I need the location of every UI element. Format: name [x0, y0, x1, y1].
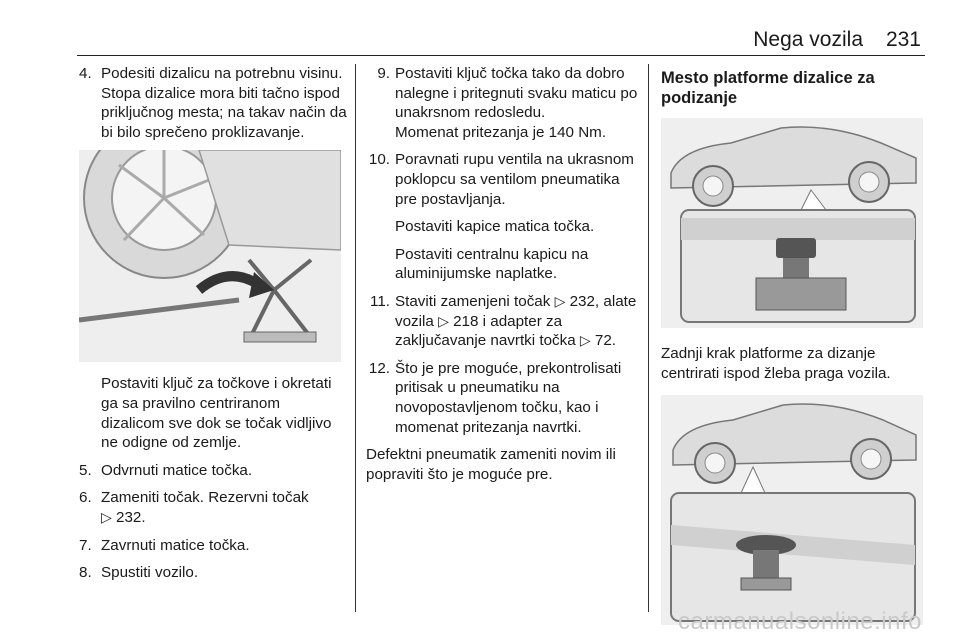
step-number: 5.	[79, 461, 92, 479]
step-8	[79, 563, 347, 583]
step-6	[79, 488, 347, 527]
step-text: Što je pre moguće, prekontrolisati pritisak u pneumatiku na novopostavljenom točku, kao i momenat pritezanja navrtki.	[395, 359, 622, 436]
step-number: 11.	[370, 292, 390, 310]
lift-platform-illustration	[661, 118, 923, 328]
page-reference[interactable]: 232.	[116, 508, 146, 526]
header-rule	[77, 55, 925, 56]
step-number: 7.	[79, 536, 92, 554]
header-title: Nega vozila	[753, 28, 863, 51]
triangle-right-icon: ▷	[554, 292, 566, 309]
step-number: 4.	[79, 65, 92, 82]
column-divider	[648, 64, 649, 612]
step-text: Odvrnuti matice točka.	[101, 461, 253, 479]
step-4	[79, 64, 347, 142]
instruction-text: Postaviti ključ za točkove i okretati ga sa pravilno centriranom dizalicom sve dok se točak vidljivo ne odigne od zemlje.	[101, 375, 332, 452]
step-11-pre: Staviti zamenjeni točak	[395, 292, 551, 310]
step-number: 12.	[368, 359, 390, 377]
jack-illustration	[79, 150, 341, 362]
step-number: 6.	[79, 489, 92, 507]
sub-instruction: Postaviti centralnu kapicu na aluminijumske naplatke.	[395, 245, 589, 283]
section-title: Mesto platforme dizalice za podizanje	[661, 69, 875, 107]
watermark: carmanualsonline.info	[678, 608, 922, 635]
step-text-torque: Momenat pritezanja je 140 Nm.	[395, 123, 607, 141]
page-header	[77, 22, 925, 52]
step-text: Poravnati rupu ventila na ukrasnom poklopcu sa ventilom pneumatika pre postavljanja.	[395, 151, 634, 208]
step-text	[395, 292, 638, 351]
step-6-text: Zameniti točak. Rezervni točak	[101, 489, 309, 507]
closing-text: Defektni pneumatik zameniti novim ili popraviti što je moguće pre.	[366, 446, 616, 483]
column-divider	[355, 64, 356, 612]
lift-platform-illustration-2	[661, 395, 923, 625]
triangle-right-icon: ▷	[438, 312, 449, 329]
page-reference[interactable]: 232,	[569, 292, 600, 310]
step-text: Postaviti ključ točka tako da dobro nalegne i pritegnuti svaku maticu po unakrsnom redosledu.	[395, 65, 638, 122]
sub-instruction: Postaviti kapice matica točka.	[395, 218, 595, 236]
step-text: Zavrnuti matice točka.	[101, 536, 250, 554]
step-7	[79, 536, 347, 556]
column-3	[661, 64, 925, 625]
column-1	[79, 64, 347, 591]
step-text: Podesiti dizalicu na potrebnu visinu. Stopa dizalice mora biti tačno ispod priključnog mesta; na takav način da bi bilo sprečeno proklizavanje.	[101, 65, 347, 141]
page-reference[interactable]: 218 i adapter za zaključavanje navrtki točka	[395, 312, 576, 350]
page-reference[interactable]: 72.	[594, 332, 617, 350]
step-number: 10.	[368, 151, 390, 169]
step-number: 9.	[377, 65, 390, 82]
page-number: 231	[885, 28, 921, 51]
step-9	[366, 64, 638, 142]
column-2	[366, 64, 638, 492]
triangle-right-icon: ▷	[101, 508, 112, 525]
step-11-mid: alate vozila	[395, 292, 637, 330]
step-text: Spustiti vozilo.	[101, 564, 199, 582]
step-10	[366, 150, 638, 209]
step-number: 8.	[79, 564, 92, 582]
step-11	[366, 292, 638, 351]
step-text	[101, 488, 347, 527]
caption-text: Zadnji krak platforme za dizanje centrirati ispod žleba praga vozila.	[661, 345, 891, 382]
triangle-right-icon: ▷	[579, 332, 591, 349]
step-12	[366, 359, 638, 437]
step-5	[79, 461, 347, 481]
